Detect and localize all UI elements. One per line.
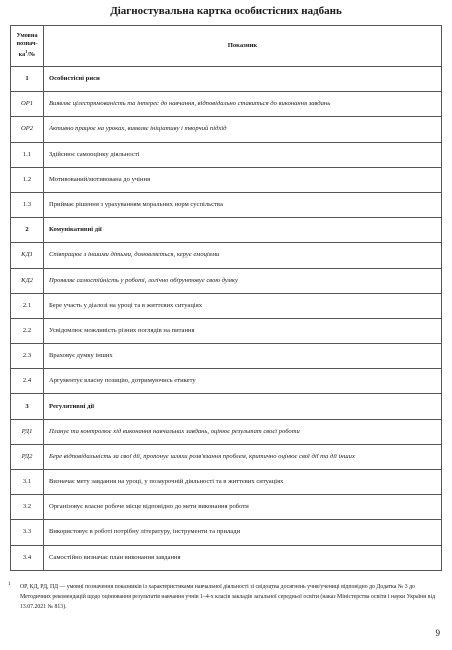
row-indicator: Аргументує власну позицію, дотримуючись етикету — [44, 369, 442, 394]
footnote-text: ОР, КД, РД, ПД — умовні позначення показників із характеристиками навчальної діяльності зі свідоцтва досягнень учня/учениці відповідно до Додатка № 3 до Методичних рекомендацій щодо оцінювання результатів навчання учнів 1–4-х класів закладів загальної середньої освіти (наказ Міністерства освіти і науки України від 13.07.2021 № 813). — [20, 584, 436, 610]
page-number: 9 — [435, 628, 440, 638]
row-code: 1.2 — [11, 167, 44, 192]
row-indicator: Враховує думку інших — [44, 344, 442, 369]
header-indicator-column: Показник — [44, 26, 442, 67]
footnote — [10, 582, 440, 612]
table-row — [11, 92, 442, 117]
row-indicator: Регулятивні дії — [44, 394, 442, 419]
row-code: 3 — [11, 394, 44, 419]
row-code: 1 — [11, 67, 44, 92]
row-code: 3.3 — [11, 520, 44, 545]
row-indicator: Бере участь у діалозі на уроці та в життєвих ситуаціях — [44, 293, 442, 318]
row-code: 3.1 — [11, 470, 44, 495]
row-indicator: Співпрацює з іншими дітьми, домовляється, керує емоціями — [44, 243, 442, 268]
header-code-column — [11, 26, 44, 67]
table-row — [11, 419, 442, 444]
row-indicator: Особистісні риси — [44, 67, 442, 92]
row-indicator: Визначає мету завдання на уроці, у позаурочній діяльності та в життєвих ситуаціях — [44, 470, 442, 495]
table-row — [11, 520, 442, 545]
table-row — [11, 167, 442, 192]
row-code: 2.2 — [11, 318, 44, 343]
row-indicator: Виявляє цілеспрямованість та інтерес до навчання, відповідально ставиться до виконання завдань — [44, 92, 442, 117]
footnote-mark: 1 — [8, 582, 11, 587]
row-code: КД2 — [11, 268, 44, 293]
page-title: Діагностувальна картка особистісних надбань — [110, 5, 342, 17]
table-row — [11, 142, 442, 167]
table-row — [11, 470, 442, 495]
row-indicator: Усвідомлює можливість різних поглядів на питання — [44, 318, 442, 343]
row-code: 2.3 — [11, 344, 44, 369]
row-indicator: Проявляє самостійність у роботі, логічно обґрунтовує свою думку — [44, 268, 442, 293]
table-row — [11, 293, 442, 318]
row-code: РД2 — [11, 444, 44, 469]
row-code: ОР1 — [11, 92, 44, 117]
table-row — [11, 344, 442, 369]
row-code: 3.2 — [11, 495, 44, 520]
row-code: РД1 — [11, 419, 44, 444]
header-code-label: Умовна познач-ка — [16, 32, 38, 59]
table-row — [11, 545, 442, 570]
table-row — [11, 318, 442, 343]
header-code-tail: /№ — [27, 51, 36, 59]
row-indicator: Самостійно визначає план виконання завдання — [44, 545, 442, 570]
row-code: 1.3 — [11, 192, 44, 217]
row-indicator: Бере відповідальність за свої дії, пропонує шляхи розв'язання проблем, критично оцінює свої дії та дії інших — [44, 444, 442, 469]
row-code: КД1 — [11, 243, 44, 268]
table-body — [11, 67, 442, 571]
section-row — [11, 394, 442, 419]
row-code: ОР2 — [11, 117, 44, 142]
table-row — [11, 117, 442, 142]
row-indicator: Мотивований/мотивована до учіння — [44, 167, 442, 192]
table-row — [11, 369, 442, 394]
table-header-row — [11, 26, 442, 67]
row-indicator: Використовує в роботі потрібну літературу, інструменти та прилади — [44, 520, 442, 545]
row-code: 2 — [11, 218, 44, 243]
table-row — [11, 243, 442, 268]
section-row — [11, 218, 442, 243]
row-indicator: Комунікативні дії — [44, 218, 442, 243]
row-code: 1.1 — [11, 142, 44, 167]
table-row — [11, 268, 442, 293]
row-indicator: Організовує власне робоче місце відповідно до мети виконання роботи — [44, 495, 442, 520]
section-row — [11, 67, 442, 92]
table-row — [11, 192, 442, 217]
row-code: 2.4 — [11, 369, 44, 394]
row-indicator: Планує та контролює хід виконання навчальних завдань, оцінює результат своєї роботи — [44, 419, 442, 444]
header-footnote-mark: 1 — [25, 49, 28, 55]
row-indicator: Здійснює самооцінку діяльності — [44, 142, 442, 167]
table-row — [11, 495, 442, 520]
row-code: 3.4 — [11, 545, 44, 570]
row-indicator: Приймає рішення з урахуванням моральних норм суспільства — [44, 192, 442, 217]
achievements-table — [10, 25, 442, 571]
table-row — [11, 444, 442, 469]
row-indicator: Активно працює на уроках, виявляє ініціативу і творчий підхід — [44, 117, 442, 142]
row-code: 2.1 — [11, 293, 44, 318]
